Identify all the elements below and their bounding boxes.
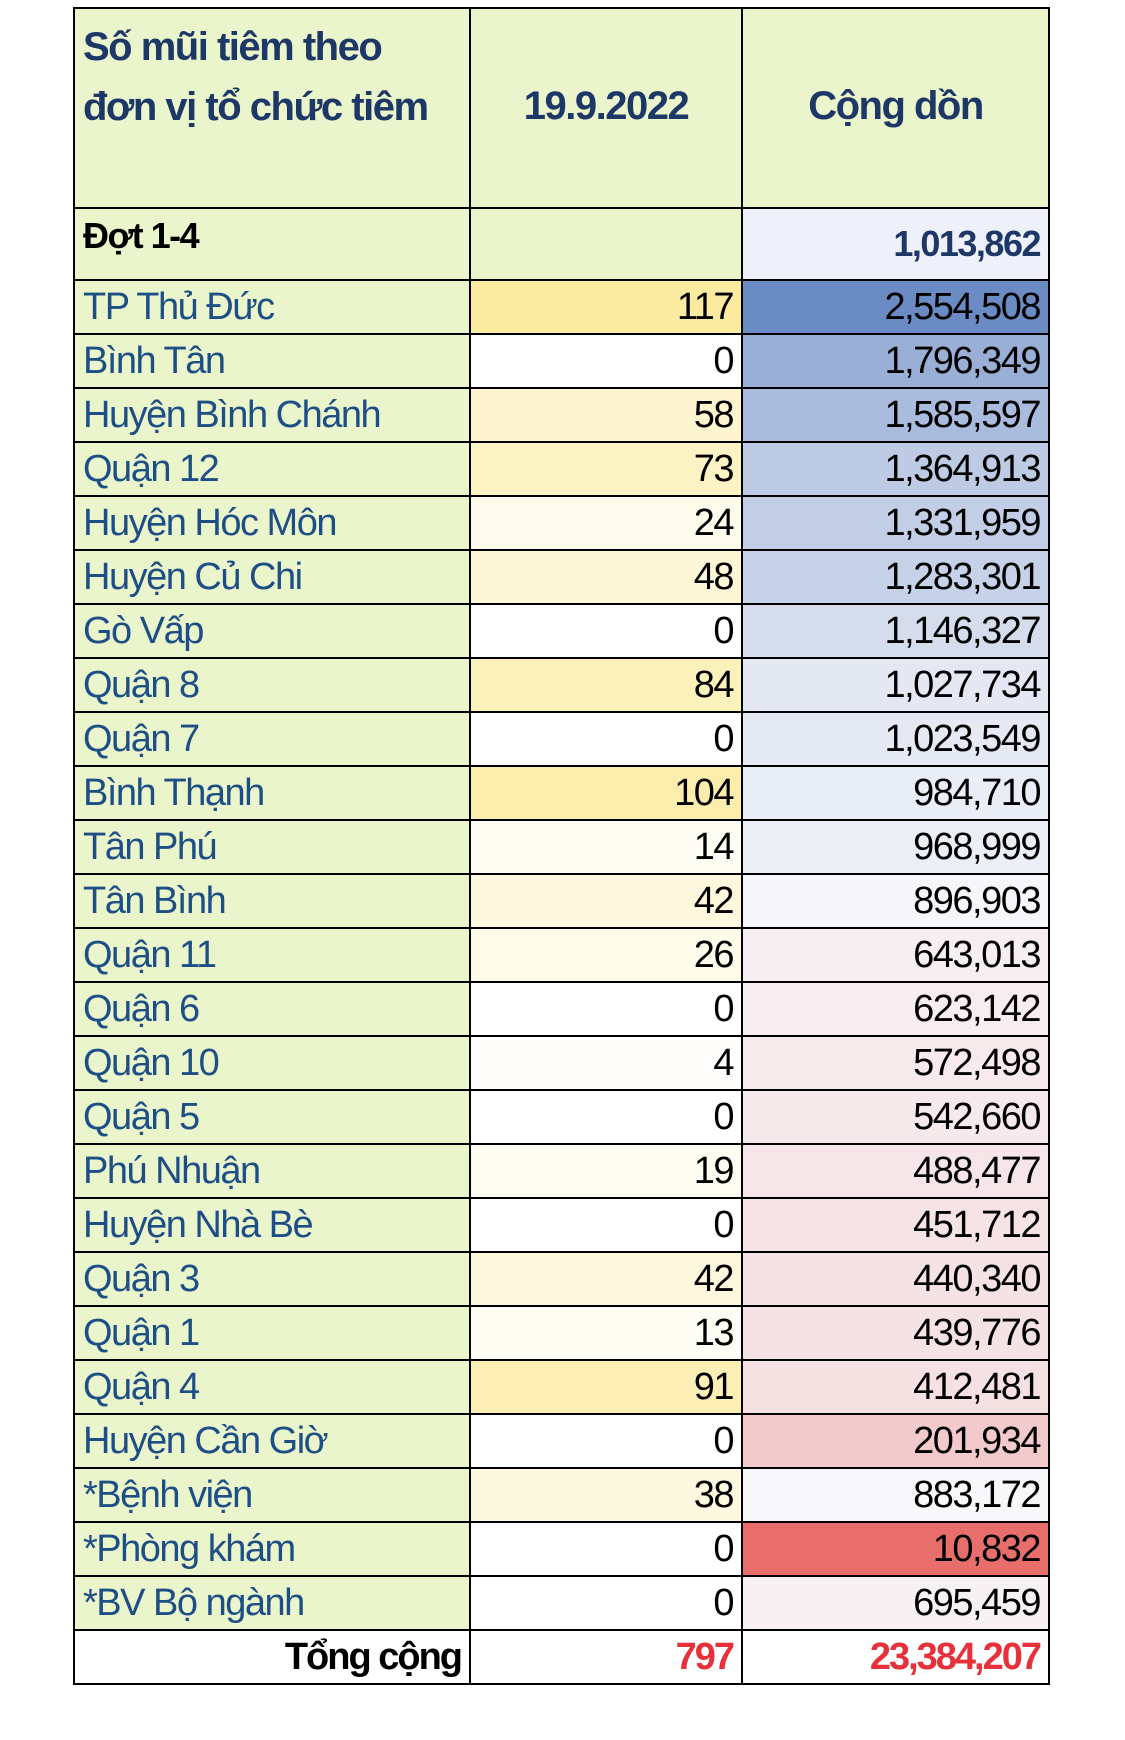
daily-count: 0: [470, 1090, 742, 1144]
table-row: [74, 388, 1049, 442]
daily-count: 0: [470, 604, 742, 658]
table-row: [74, 1360, 1049, 1414]
cumulative-count: 984,710: [742, 766, 1049, 820]
unit-name: Gò Vấp: [74, 604, 470, 658]
cumulative-count: 1,027,734: [742, 658, 1049, 712]
cumulative-count: 883,172: [742, 1468, 1049, 1522]
cumulative-count: 488,477: [742, 1144, 1049, 1198]
cumulative-count: 10,832: [742, 1522, 1049, 1576]
unit-name: Bình Thạnh: [74, 766, 470, 820]
table-row: [74, 1468, 1049, 1522]
table-row: [74, 334, 1049, 388]
daily-count: 4: [470, 1036, 742, 1090]
daily-count: 42: [470, 1252, 742, 1306]
table-row: [74, 1144, 1049, 1198]
cumulative-count: 440,340: [742, 1252, 1049, 1306]
table-row: [74, 442, 1049, 496]
table-row: [74, 1576, 1049, 1630]
table-row: [74, 1198, 1049, 1252]
cumulative-count: 1,364,913: [742, 442, 1049, 496]
cumulative-count: 412,481: [742, 1360, 1049, 1414]
daily-count: 58: [470, 388, 742, 442]
header-row: [74, 8, 1049, 208]
daily-count: 0: [470, 1522, 742, 1576]
cumulative-count: 1,023,549: [742, 712, 1049, 766]
unit-name: Quận 8: [74, 658, 470, 712]
header-cumulative: Cộng dồn: [742, 8, 1049, 208]
daily-count: 14: [470, 820, 742, 874]
cumulative-count: 2,554,508: [742, 280, 1049, 334]
table-row: [74, 604, 1049, 658]
table-row: [74, 1252, 1049, 1306]
daily-count: 42: [470, 874, 742, 928]
cumulative-count: 968,999: [742, 820, 1049, 874]
table-row: [74, 550, 1049, 604]
daily-count: 0: [470, 1198, 742, 1252]
daily-count: 0: [470, 1414, 742, 1468]
cumulative-count: 542,660: [742, 1090, 1049, 1144]
unit-name: Quận 10: [74, 1036, 470, 1090]
cumulative-count: 623,142: [742, 982, 1049, 1036]
cumulative-count: 1,585,597: [742, 388, 1049, 442]
cumulative-count: 201,934: [742, 1414, 1049, 1468]
table-row: [74, 1522, 1049, 1576]
unit-name: Quận 4: [74, 1360, 470, 1414]
table-row: [74, 874, 1049, 928]
table-row: [74, 1090, 1049, 1144]
daily-count: 13: [470, 1306, 742, 1360]
table-row: [74, 280, 1049, 334]
unit-name: *Bệnh viện: [74, 1468, 470, 1522]
unit-name: Tân Bình: [74, 874, 470, 928]
unit-name: Quận 7: [74, 712, 470, 766]
table-row: [74, 658, 1049, 712]
unit-name: Huyện Cần Giờ: [74, 1414, 470, 1468]
total-daily: 797: [470, 1630, 742, 1684]
cumulative-count: 451,712: [742, 1198, 1049, 1252]
unit-name: Quận 11: [74, 928, 470, 982]
table-row: [74, 496, 1049, 550]
daily-count: 19: [470, 1144, 742, 1198]
unit-name: Quận 5: [74, 1090, 470, 1144]
cumulative-count: 1,146,327: [742, 604, 1049, 658]
cumulative-count: 643,013: [742, 928, 1049, 982]
unit-name: Huyện Hóc Môn: [74, 496, 470, 550]
table-row: [74, 820, 1049, 874]
cumulative-count: 896,903: [742, 874, 1049, 928]
table-row: [74, 928, 1049, 982]
cumulative-count: 1,283,301: [742, 550, 1049, 604]
daily-count: 26: [470, 928, 742, 982]
daily-count: 104: [470, 766, 742, 820]
daily-count: 0: [470, 982, 742, 1036]
daily-count: 0: [470, 334, 742, 388]
daily-count: 0: [470, 712, 742, 766]
daily-count: 84: [470, 658, 742, 712]
table-row: [74, 1036, 1049, 1090]
unit-name: Quận 3: [74, 1252, 470, 1306]
daily-count: 48: [470, 550, 742, 604]
table-row: [74, 1306, 1049, 1360]
unit-name: Quận 6: [74, 982, 470, 1036]
unit-name: TP Thủ Đức: [74, 280, 470, 334]
unit-name: *BV Bộ ngành: [74, 1576, 470, 1630]
daily-count: 117: [470, 280, 742, 334]
daily-count: 73: [470, 442, 742, 496]
cumulative-count: 1,796,349: [742, 334, 1049, 388]
daily-count: 38: [470, 1468, 742, 1522]
daily-count: 91: [470, 1360, 742, 1414]
phase-cumulative: 1,013,862: [742, 208, 1049, 280]
phase-row: [74, 208, 1049, 280]
phase-daily: [470, 208, 742, 280]
total-label: Tổng cộng: [74, 1630, 470, 1684]
total-row: [74, 1630, 1049, 1684]
daily-count: 24: [470, 496, 742, 550]
cumulative-count: 439,776: [742, 1306, 1049, 1360]
unit-name: Tân Phú: [74, 820, 470, 874]
unit-name: Huyện Bình Chánh: [74, 388, 470, 442]
unit-name: Bình Tân: [74, 334, 470, 388]
unit-name: Quận 1: [74, 1306, 470, 1360]
unit-name: Quận 12: [74, 442, 470, 496]
cumulative-count: 572,498: [742, 1036, 1049, 1090]
table-row: [74, 982, 1049, 1036]
header-unit: Số mũi tiêm theo đơn vị tổ chức tiêm: [74, 8, 470, 208]
vaccination-table: [73, 7, 1050, 1685]
cumulative-count: 695,459: [742, 1576, 1049, 1630]
daily-count: 0: [470, 1576, 742, 1630]
unit-name: *Phòng khám: [74, 1522, 470, 1576]
header-date: 19.9.2022: [470, 8, 742, 208]
total-cumulative: 23,384,207: [742, 1630, 1049, 1684]
unit-name: Huyện Nhà Bè: [74, 1198, 470, 1252]
table-row: [74, 766, 1049, 820]
table-row: [74, 712, 1049, 766]
cumulative-count: 1,331,959: [742, 496, 1049, 550]
table-row: [74, 1414, 1049, 1468]
phase-label: Đợt 1-4: [74, 208, 470, 280]
unit-name: Phú Nhuận: [74, 1144, 470, 1198]
unit-name: Huyện Củ Chi: [74, 550, 470, 604]
